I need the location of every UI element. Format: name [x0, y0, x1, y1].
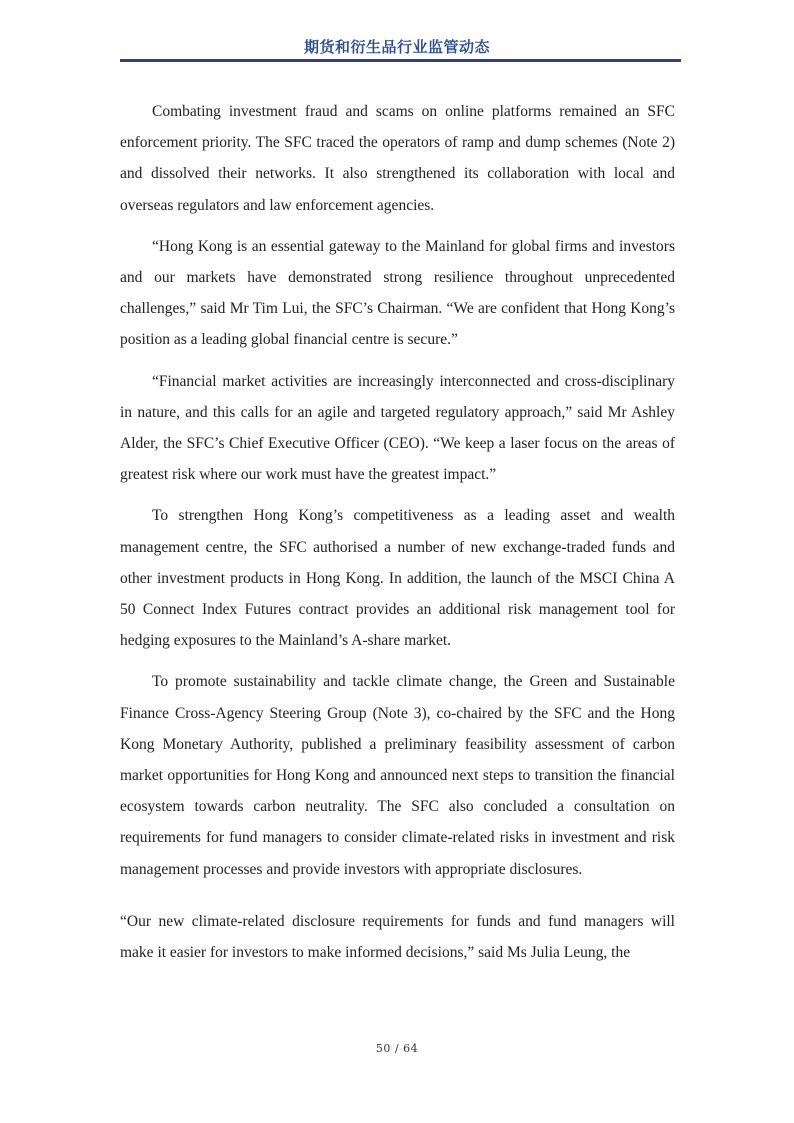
header-divider — [120, 59, 681, 62]
document-body — [120, 96, 675, 978]
paragraph-climate-disclosure-quote: “Our new climate-related disclosure requirements for funds and fund managers will make it easier for investors to make informed decisions,” said Ms Julia Leung, the — [120, 912, 675, 962]
paragraph-chairman-quote: “Hong Kong is an essential gateway to the Mainland for global firms and investors and our markets have demonstrated strong resilience throughout unprecedented challenges,” said Mr Tim Lui, the SFC’s Chairman. “We are confident that Hong Kong’s position as a leading global financial centre is secure.” — [120, 237, 675, 349]
page-header-title: 期货和衍生品行业监管动态 — [303, 38, 490, 56]
page-number: 50 / 64 — [375, 1042, 419, 1055]
paragraph-sustainability: To promote sustainability and tackle climate change, the Green and Sustainable Finance Cross-Agency Steering Group (Note 3), co-chaired by the SFC and the Hong Kong Monetary Authority, published a preliminary feasibility assessment of carbon market opportunities for Hong Kong and announced next steps to transition the financial ecosystem towards carbon neutrality. The SFC also concluded a consultation on requirements for fund managers to consider climate-related risks in investment and risk management processes and provide investors with appropriate disclosures. — [120, 673, 675, 878]
paragraph-ceo-quote: “Financial market activities are increasingly interconnected and cross-disciplinary in nature, and this calls for an agile and targeted regulatory approach,” said Mr Ashley Alder, the SFC’s Chief Executive Officer (CEO). “We keep a laser focus on the areas of greatest risk where our work must have the greatest impact.” — [120, 372, 675, 484]
paragraph-competitiveness: To strengthen Hong Kong’s competitiveness as a leading asset and wealth management centre, the SFC authorised a number of new exchange-traded funds and other investment products in Hong Kong. In addition, the launch of the MSCI China A 50 Connect Index Futures contract provides an additional risk management tool for hedging exposures to the Mainland’s A-share market. — [120, 507, 675, 650]
paragraph-enforcement: Combating investment fraud and scams on online platforms remained an SFC enforcement priority. The SFC traced the operators of ramp and dump schemes (Note 2) and dissolved their networks. It also strengthened its collaboration with local and overseas regulators and law enforcement agencies. — [120, 103, 675, 214]
